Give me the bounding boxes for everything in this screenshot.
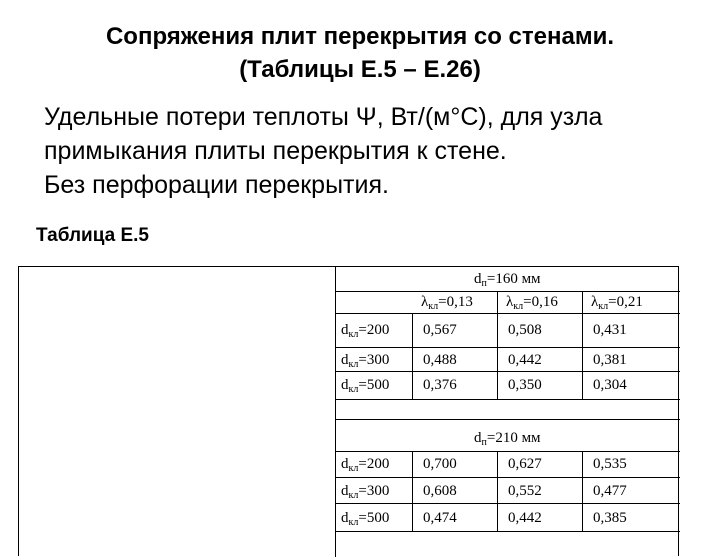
table-cell: 0,477: [593, 483, 627, 499]
lambda-header-1: [421, 294, 473, 312]
page-title: Сопряжения плит перекрытия со стенами.: [105, 23, 615, 50]
row-label: [341, 322, 389, 340]
table-cell: 0,535: [593, 456, 627, 472]
lambda-header-2-symbol: λ: [506, 294, 514, 310]
row-label-subscript: кл: [348, 490, 359, 501]
table-cell: 0,385: [593, 510, 627, 526]
table-cell: 0,304: [593, 377, 627, 393]
lambda-header-3-value: =0,21: [608, 294, 643, 310]
row-label-value: =200: [358, 322, 390, 338]
section-1-header-line: [335, 313, 680, 314]
paragraph-line-1: Удельные потери теплоты Ψ, Вт/(м°С), для узла: [44, 103, 603, 131]
table-cell: 0,567: [423, 322, 457, 338]
table-cell: 0,700: [423, 456, 457, 472]
row-label-value: =300: [358, 483, 390, 499]
table-row-line: [335, 531, 680, 532]
lambda-header-1-subscript: кл: [428, 301, 439, 312]
row-label-subscript: кл: [348, 384, 359, 395]
lambda-header-3: [591, 294, 643, 312]
paragraph-line-2: примыкания плиты перекрытия к стене.: [44, 137, 507, 165]
column-separator: [412, 313, 413, 399]
section-header-1-value: =160 мм: [486, 271, 541, 287]
row-label-symbol: d: [341, 377, 349, 393]
data-table: [18, 266, 679, 556]
section-header-2-subscript: п: [481, 437, 487, 448]
table-split-line: [335, 267, 336, 557]
row-label-subscript: кл: [348, 517, 359, 528]
lambda-header-1-value: =0,13: [438, 294, 473, 310]
row-label-value: =300: [358, 352, 390, 368]
section-divider: [335, 419, 680, 420]
section-header-2-symbol: d: [474, 430, 482, 446]
lambda-header-top-line: [335, 291, 680, 292]
table-row-line: [335, 347, 680, 348]
table-cell: 0,608: [423, 483, 457, 499]
section-header-1: [474, 271, 541, 289]
row-label: [341, 483, 389, 501]
page-subtitle: (Таблицы Е.5 – Е.26): [239, 56, 481, 83]
table-row-line: [335, 477, 680, 478]
row-label: [341, 456, 389, 474]
lambda-header-2-subscript: кл: [513, 301, 524, 312]
column-separator: [497, 291, 498, 399]
row-label-symbol: d: [341, 456, 349, 472]
paragraph-line-3: Без перфорации перекрытия.: [44, 171, 389, 199]
lambda-header-1-symbol: λ: [421, 294, 429, 310]
table-cell: 0,431: [593, 322, 627, 338]
table-cell: 0,442: [508, 510, 542, 526]
table-row-line: [335, 371, 680, 372]
lambda-header-2: [506, 294, 558, 312]
table-cell: 0,474: [423, 510, 457, 526]
table-cell: 0,552: [508, 483, 542, 499]
section-header-2-value: =210 мм: [486, 430, 541, 446]
lambda-header-3-subscript: кл: [598, 301, 609, 312]
table-row-line: [335, 503, 680, 504]
table-cell: 0,508: [508, 322, 542, 338]
row-label-symbol: d: [341, 352, 349, 368]
row-label-subscript: кл: [348, 463, 359, 474]
row-label-subscript: кл: [348, 359, 359, 370]
row-label-symbol: d: [341, 483, 349, 499]
column-separator: [497, 451, 498, 531]
row-label-value: =500: [358, 377, 390, 393]
column-separator: [412, 451, 413, 531]
section-header-2: [474, 430, 541, 448]
table-cell: 0,376: [423, 377, 457, 393]
row-label: [341, 377, 389, 395]
section-header-1-subscript: п: [481, 278, 487, 289]
table-cell: 0,488: [423, 352, 457, 368]
section-header-1-symbol: d: [474, 271, 482, 287]
table-caption: Таблица Е.5: [36, 225, 149, 246]
table-row-line: [335, 399, 680, 400]
row-label-value: =200: [358, 456, 390, 472]
table-cell: 0,627: [508, 456, 542, 472]
table-cell: 0,442: [508, 352, 542, 368]
row-label-value: =500: [358, 510, 390, 526]
table-cell: 0,381: [593, 352, 627, 368]
table-cell: 0,350: [508, 377, 542, 393]
row-label-symbol: d: [341, 322, 349, 338]
section-2-header-line: [335, 451, 680, 452]
lambda-header-3-symbol: λ: [591, 294, 599, 310]
row-label-symbol: d: [341, 510, 349, 526]
row-label: [341, 510, 389, 528]
column-separator: [582, 451, 583, 531]
row-label: [341, 352, 389, 370]
lambda-header-2-value: =0,16: [523, 294, 558, 310]
column-separator: [582, 291, 583, 399]
row-label-subscript: кл: [348, 329, 359, 340]
